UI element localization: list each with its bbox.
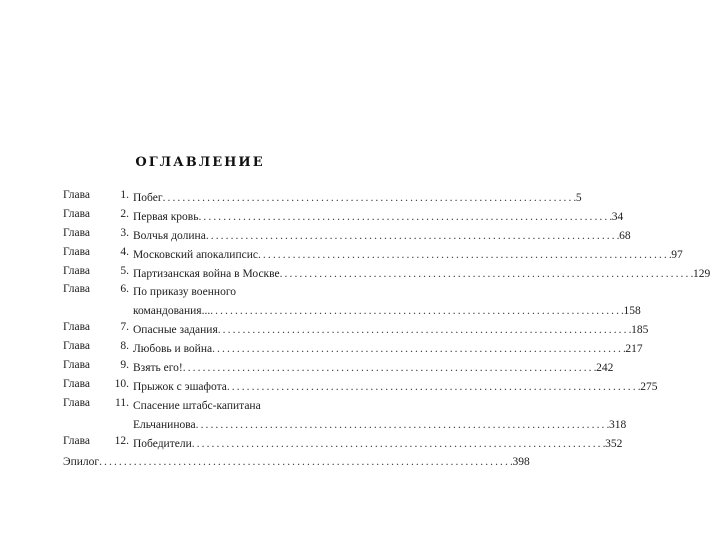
page-number: 275 [640, 380, 658, 393]
chapter-title: Партизанская война в Москве [133, 267, 280, 280]
chapter-label: Глава [63, 396, 91, 409]
chapter-title: Первая кровь [133, 210, 199, 223]
toc-entry [63, 359, 614, 378]
chapter-label: Глава [63, 264, 91, 277]
dot-leader [206, 227, 619, 246]
toc-entry [63, 245, 683, 265]
page-number: 318 [608, 418, 627, 431]
chapter-label: Глава [63, 434, 91, 447]
chapter-label: Глава [63, 207, 91, 220]
chapter-label: Глава [63, 340, 91, 353]
chapter-title: командования... [133, 305, 211, 318]
chapter-number: 4. [120, 245, 129, 258]
chapter-number: 8. [120, 340, 129, 353]
chapter-title: Побег [133, 192, 163, 204]
dot-leader [99, 453, 512, 472]
page-number: 242 [596, 362, 614, 375]
page-number: 398 [512, 456, 530, 469]
dot-leader [258, 246, 671, 265]
chapter-title: Волчья долина [133, 229, 206, 242]
dot-leader [196, 416, 609, 435]
chapter-label: Глава [63, 377, 91, 390]
chapter-number: 12. [114, 434, 129, 447]
page-number: 5 [575, 192, 582, 204]
chapter-title: Ельчанинова [133, 418, 196, 431]
chapter-number: 3. [120, 226, 129, 239]
chapter-number: 5. [120, 264, 129, 277]
chapter-label: Глава [63, 189, 91, 201]
toc-entry [63, 283, 641, 321]
chapter-title: Московский апокалипсис [133, 248, 258, 261]
dot-leader [218, 321, 631, 340]
toc-list [63, 189, 710, 472]
dot-leader [212, 340, 625, 359]
chapter-title: Спасение штабс-капитана [133, 399, 261, 412]
chapter-title: Любовь и война [133, 343, 213, 356]
page-number: 158 [623, 305, 641, 318]
toc-entry [63, 434, 623, 454]
page-number: 129 [692, 267, 710, 280]
page-number: 34 [611, 210, 624, 223]
page-number: 217 [625, 343, 643, 356]
chapter-title: По приказу военного [133, 286, 237, 299]
dot-leader [227, 378, 640, 397]
chapter-label: Глава [63, 359, 91, 372]
dot-leader [163, 189, 576, 208]
epilogue-label: Эпилог [63, 456, 100, 469]
dot-leader [280, 265, 693, 284]
toc-entry [63, 340, 643, 359]
chapter-title: Взять его! [133, 362, 183, 375]
chapter-number: 2. [120, 207, 129, 220]
chapter-title: Прыжок с эшафота [133, 380, 227, 393]
chapter-number: 1. [120, 189, 129, 201]
page-number: 97 [671, 248, 683, 261]
chapter-number: 7. [120, 321, 129, 334]
chapter-title: Опасные задания [133, 324, 218, 337]
chapter-number: 11. [115, 396, 129, 409]
chapter-label: Глава [63, 283, 91, 296]
toc-heading: ОГЛАВЛЕНИЕ [135, 155, 265, 170]
chapter-label: Глава [63, 226, 91, 239]
chapter-number: 10. [114, 377, 129, 390]
chapter-number: 6. [120, 283, 129, 296]
chapter-label: Глава [63, 245, 91, 258]
dot-leader [210, 302, 623, 321]
chapter-number: 9. [120, 359, 129, 372]
chapter-title: Победители [133, 437, 192, 450]
toc-entry [63, 396, 627, 435]
toc-entry [63, 189, 582, 208]
chapter-label: Глава [63, 321, 91, 334]
page-number: 352 [605, 437, 623, 450]
toc-entry [63, 226, 631, 246]
page-number: 68 [619, 229, 631, 242]
dot-leader [198, 208, 611, 227]
toc-entry [63, 377, 658, 397]
dot-leader [192, 435, 605, 454]
page-number: 185 [631, 324, 649, 337]
toc-entry [63, 207, 624, 227]
toc-entry [63, 264, 710, 284]
toc-entry-epilogue [63, 453, 530, 472]
toc-entry [63, 321, 649, 340]
dot-leader [183, 359, 596, 378]
